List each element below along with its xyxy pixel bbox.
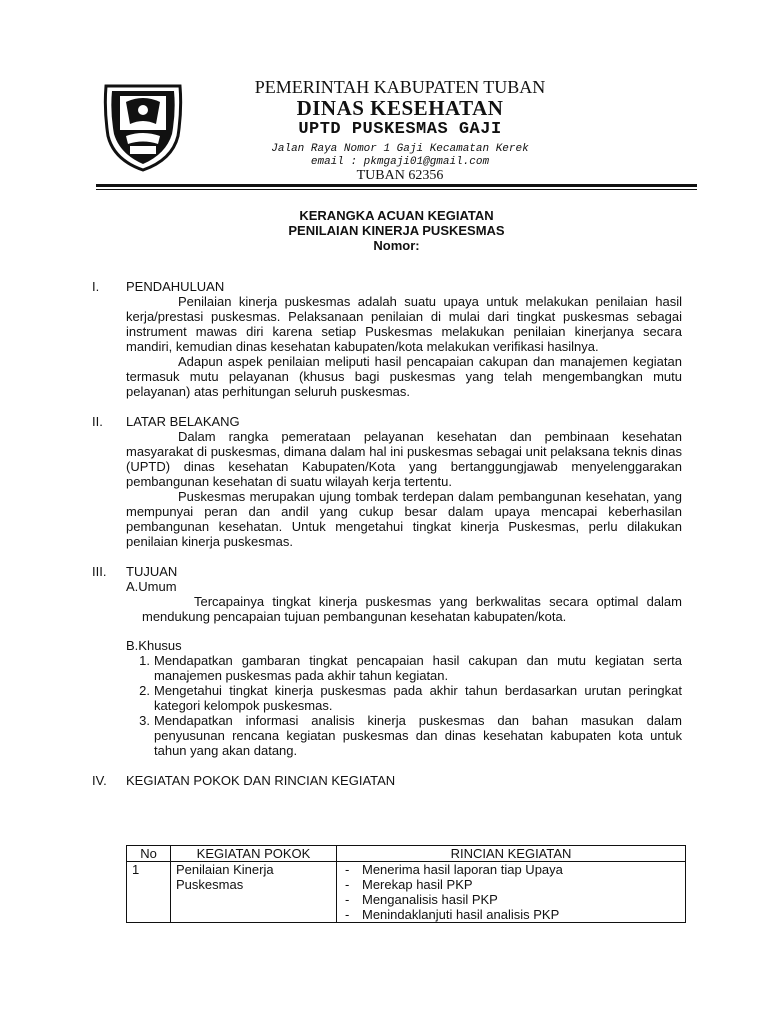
section-heading: KEGIATAN POKOK DAN RINCIAN KEGIATAN: [126, 773, 396, 788]
list-item-text: Mengetahui tingkat kinerja puskesmas pada akhir tahun berdasarkan urutan peringkat kategori kelompok puskesmas.: [154, 683, 682, 713]
list-item-number: 3.: [139, 713, 150, 728]
paragraph: Dalam rangka pemerataan pelayanan kesehatan dan pembinaan kesehatan masyarakat di puskesmas, dimana dalam hal ini puskesmas sebagai unit pelaksana teknis dinas (UPTD) dinas kesehatan Kabupaten/Kota yang bertanggungjawab menyelenggarakan pembangunan kesehatan di suatu wilayah kerja tertentu.: [126, 429, 682, 489]
document-number-label: Nomor:: [373, 238, 420, 253]
shield-emblem-icon: [96, 80, 190, 174]
list-item: [139, 653, 682, 683]
subsection-umum: [126, 579, 682, 624]
activity-table: [126, 845, 686, 923]
paragraph: Tercapainya tingkat kinerja puskesmas yang berkwalitas secara optimal dalam mendukung pencapaian tujuan pembangunan kesehatan kabupaten/kota.: [142, 594, 682, 624]
section-number: IV.: [92, 773, 107, 788]
table-row: [127, 862, 686, 923]
section-heading: TUJUAN: [126, 564, 178, 579]
section-heading: LATAR BELAKANG: [126, 414, 240, 429]
paragraph: Penilaian kinerja puskesmas adalah suatu upaya untuk melakukan penilaian hasil kerja/prestasi puskesmas. Pelaksanaan penilaian di mulai dari tingkat puskesmas sebagai instrument mawas diri karena setiap Puskesmas melakukan penilaian kinerjanya secara mandiri, kemudian dinas kesehatan kabupaten/kota melakukan verifikasi hasilnya.: [126, 294, 682, 354]
column-header-activity-details: RINCIAN KEGIATAN: [337, 846, 686, 862]
paragraph: Puskesmas merupakan ujung tombak terdepan dalam pembangunan kesehatan, yang mempunyai peran dan andil yang cukup besar dalam upaya mencapai keberhasilan pembangunan kesehatan. Untuk mengetahui tingkat kinerja Puskesmas, perlu dilakukan penilaian kinerja puskesmas.: [126, 489, 682, 549]
objectives-list: [126, 653, 682, 758]
subsection-heading: Umum: [138, 579, 177, 594]
document-subtitle: PENILAIAN KINERJA PUSKESMAS: [288, 223, 505, 238]
section-latar-belakang: [92, 414, 682, 549]
document-body: [92, 279, 682, 788]
list-item: [139, 713, 682, 758]
column-header-no: No: [127, 846, 171, 862]
subsection-khusus: [126, 638, 682, 758]
section-kegiatan-pokok: [92, 773, 682, 788]
cell-main-activity: Penilaian Kinerja Puskesmas: [171, 862, 337, 923]
section-number: III.: [92, 564, 107, 579]
city-postcode: TUBAN 62356: [356, 168, 444, 183]
list-item-text: Mendapatkan informasi analisis kinerja puskesmas dan bahan masukan dalam penyusunan rencana kegiatan puskesmas dan dinas kesehatan kabupaten kota untuk tahun yang akan datang.: [154, 713, 682, 758]
section-heading: PENDAHULUAN: [126, 279, 225, 294]
section-pendahuluan: [92, 279, 682, 399]
address: Jalan Raya Nomor 1 Gaji Kecamatan Kerek: [271, 143, 529, 155]
regency-emblem: [96, 80, 190, 174]
list-item: - Menganalisis hasil PKP: [342, 892, 680, 907]
column-header-main-activity: KEGIATAN POKOK: [171, 846, 337, 862]
list-item: [139, 683, 682, 713]
list-item-number: 1.: [139, 653, 150, 668]
department-name: DINAS KESEHATAN: [296, 96, 504, 120]
section-tujuan: [92, 564, 682, 758]
subsection-letter: B.: [126, 638, 139, 653]
list-item: - Menerima hasil laporan tiap Upaya: [342, 862, 680, 877]
list-item: - Menindaklanjuti hasil analisis PKP: [342, 907, 680, 922]
document-title: KERANGKA ACUAN KEGIATAN: [299, 208, 494, 223]
list-item-number: 2.: [139, 683, 150, 698]
list-item: - Merekap hasil PKP: [342, 877, 680, 892]
email: email : pkmgaji01@gmail.com: [310, 156, 490, 168]
unit-name: UPTD PUSKESMAS GAJI: [298, 120, 502, 139]
cell-no: 1: [127, 862, 171, 923]
list-item-text: Mendapatkan gambaran tingkat pencapaian hasil cakupan dan mutu kegiatan serta manajemen puskesmas pada akhir tahun kegiatan.: [154, 653, 682, 683]
subsection-heading: Khusus: [138, 638, 182, 653]
government-name: PEMERINTAH KABUPATEN TUBAN: [254, 77, 546, 97]
cell-activity-details: [337, 862, 686, 923]
section-number: II.: [92, 414, 103, 429]
paragraph: Adapun aspek penilaian meliputi hasil pencapaian cakupan dan manajemen kegiatan termasuk mutu pelayanan (khusus bagi puskesmas yang telah mengembangkan mutu pelayanan) atas perhitungan seluruh puskesmas.: [126, 354, 682, 399]
section-number: I.: [92, 279, 100, 294]
subsection-letter: A.: [126, 579, 139, 594]
table-header-row: [127, 846, 686, 862]
details-list: [342, 862, 680, 922]
letterhead-divider-thin: [96, 189, 697, 190]
letterhead-divider-thick: [96, 184, 697, 187]
